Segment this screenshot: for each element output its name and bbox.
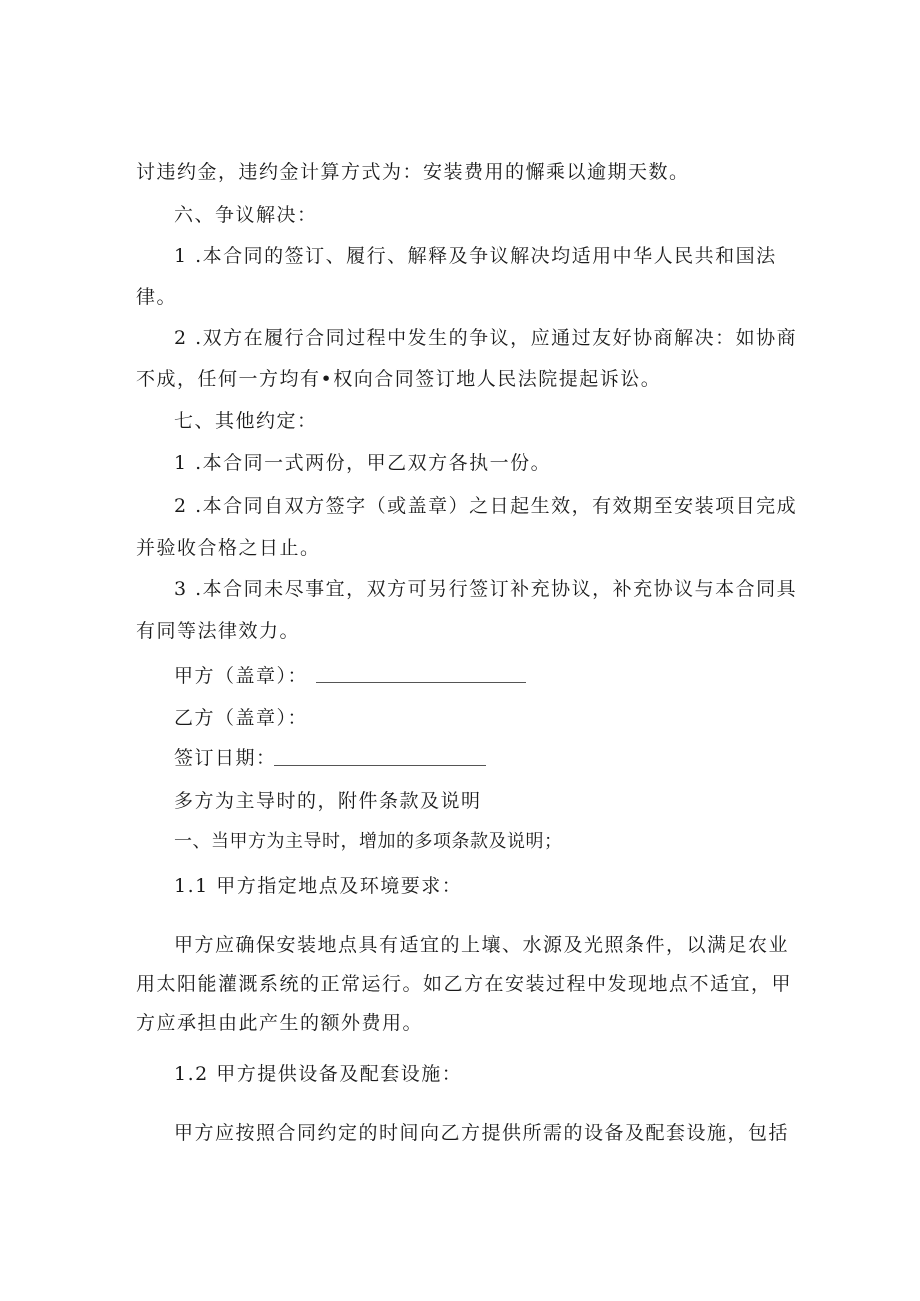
text-line: 1 .本合同一式两份，甲乙双方各执一份。 [174, 452, 552, 474]
subsection-heading: 1.1 甲方指定地点及环境要求： [174, 875, 463, 897]
section-heading: 七、其他约定： [174, 410, 318, 432]
signing-date-line [274, 765, 486, 766]
text-line: 并验收合格之日止。 [136, 537, 321, 559]
text-line: 2 .本合同自双方签字（或盖章）之日起生效，有效期至安装项目完成 [174, 495, 798, 517]
text-line: 2 .双方在履行合同过程中发生的争议，应通过友好协商解决：如协商 [174, 327, 798, 349]
text-line: 甲方应按照合同约定的时间向乙方提供所需的设备及配套设施，包括 [174, 1122, 790, 1144]
text-line: 多方为主导时的，附件条款及说明 [174, 790, 482, 812]
party-b-seal-label: 乙方（盖章）： [174, 707, 309, 729]
text-line: 3 .本合同未尽事宜，双方可另行签订补充协议，补充协议与本合同具 [174, 578, 798, 600]
text-line: 甲方应确保安装地点具有适宜的上壤、水源及光照条件，以满足农业 [174, 934, 790, 956]
party-a-signature-line [316, 682, 526, 683]
text-line: 1 .本合同的签订、履行、解释及争议解决均适用中华人民共和国法 [174, 245, 777, 267]
text-line: 方应承担由此产生的额外费用。 [136, 1012, 424, 1034]
text-line: 讨违约金，违约金计算方式为：安装费用的懈乘以逾期天数。 [136, 161, 690, 183]
text-line: 有同等法律效力。 [136, 620, 301, 642]
appendix-heading: 一、当甲方为主导时，增加的多项条款及说明； [174, 831, 563, 852]
text-line: 不成，任何一方均有•权向合同签订地人民法院提起诉讼。 [136, 368, 662, 390]
section-heading: 六、争议解决： [174, 204, 318, 226]
text-line: 律。 [136, 286, 178, 308]
text-line: 用太阳能灌溉系统的正常运行。如乙方在安装过程中发现地点不适宜，甲 [136, 973, 793, 995]
subsection-heading: 1.2 甲方提供设备及配套设施： [174, 1063, 463, 1085]
party-a-seal-label: 甲方（盖章）： [174, 665, 309, 687]
signing-date-label: 签订日期： [174, 747, 277, 769]
